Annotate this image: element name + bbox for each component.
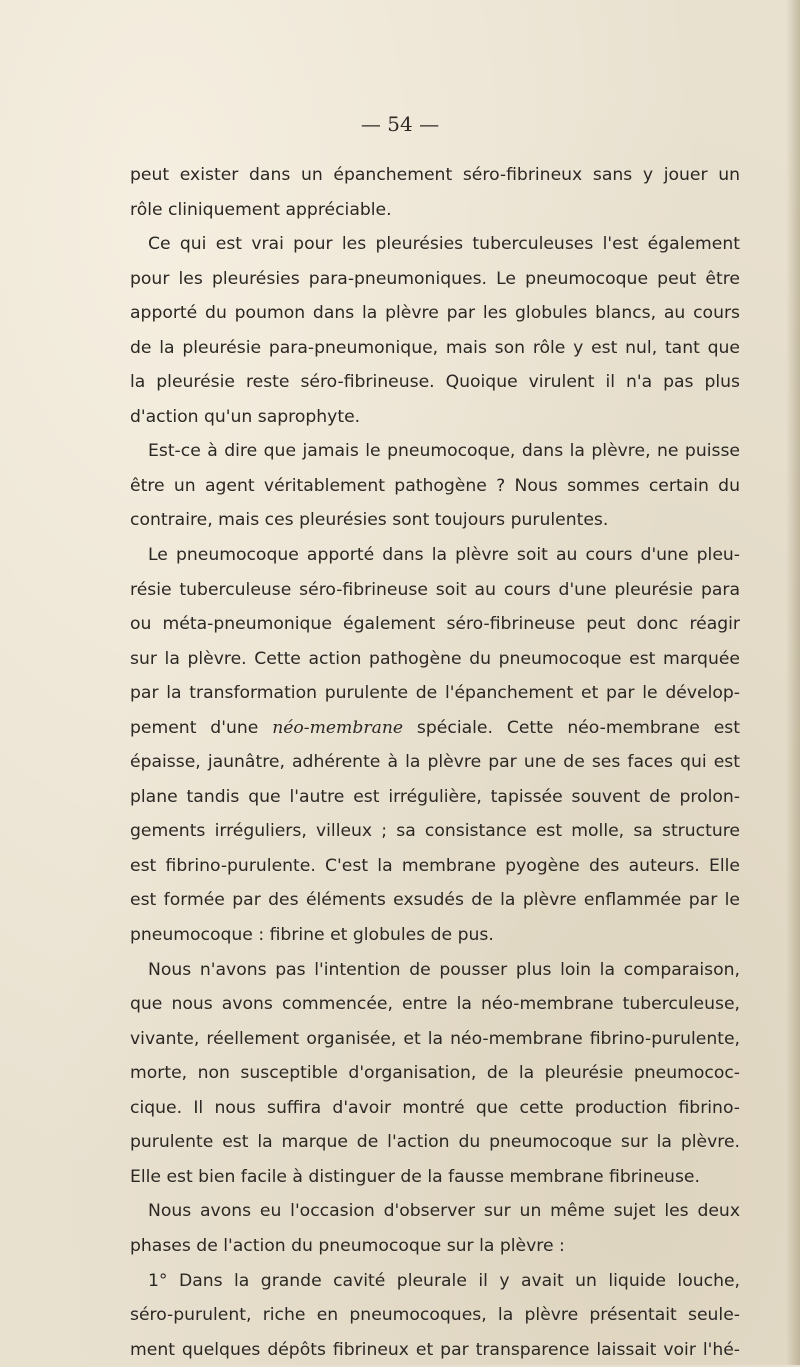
text-line: que nous avons commencée, entre la néo-membrane tuberculeuse, — [130, 994, 740, 1015]
text-line: purulente est la marque de l'action du pneumocoque sur la plèvre. — [130, 1132, 740, 1153]
text-line: pneumocoque : fibrine et globules de pus. — [130, 925, 494, 946]
text-line: peut exister dans un épanchement séro-fibrineux sans y jouer un — [130, 165, 740, 185]
text-line: la pleurésie reste séro-fibrineuse. Quoique virulent il n'a pas plus — [130, 372, 740, 393]
text-line: est formée par des éléments exsudés de la plèvre enflammée par le — [130, 890, 740, 911]
text-line: 1° Dans la grande cavité pleurale il y avait un liquide louche, — [148, 1270, 740, 1291]
text-line: sur la plèvre. Cette action pathogène du pneumocoque est marquée — [130, 648, 740, 669]
text-line: plane tandis que l'autre est irrégulière, tapissée souvent de prolon- — [130, 786, 740, 807]
text-line: d'action qu'un saprophyte. — [130, 406, 361, 427]
text-line: apporté du poumon dans la plèvre par les globules blancs, au cours — [130, 303, 740, 324]
text-line: phases de l'action du pneumocoque sur la plèvre : — [130, 1235, 565, 1256]
text-line: gements irréguliers, villeux ; sa consistance est molle, sa structure — [130, 821, 740, 842]
text-line: de la pleurésie para-pneumonique, mais son rôle y est nul, tant que — [130, 337, 740, 358]
text-line: séro-purulent, riche en pneumocoques, la plèvre présentait seule- — [130, 1305, 740, 1326]
text-line: Est-ce à dire que jamais le pneumocoque, dans la plèvre, ne puisse — [148, 441, 740, 462]
text-line: contraire, mais ces pleurésies sont toujours purulentes. — [130, 510, 609, 531]
text-line: ment quelques dépôts fibrineux et par transparence laissait voir l'hé- — [130, 1339, 740, 1360]
text-line: est fibrino-purulente. C'est la membrane pyogène des auteurs. Elle — [130, 855, 740, 876]
italic-term: néo-membrane — [272, 717, 404, 738]
text-line: par la transformation purulente de l'épanchement et par le dévelop- — [130, 683, 740, 704]
text-line: Nous n'avons pas l'intention de pousser plus loin la comparaison, — [148, 959, 740, 980]
text-line: pour les pleurésies para-pneumoniques. Le pneumocoque peut être — [130, 268, 740, 289]
text-line: Le pneumocoque apporté dans la plèvre soit au cours d'une pleu- — [148, 545, 740, 566]
text-line: épaisse, jaunâtre, adhérente à la plèvre par une de ses faces qui est — [130, 752, 740, 773]
text-line: rôle cliniquement appréciable. — [130, 199, 392, 220]
text-line: morte, non susceptible d'organisation, de la pleurésie pneumococ- — [130, 1063, 740, 1084]
text-line: ou méta-pneumonique également séro-fibrineuse peut donc réagir — [130, 614, 740, 635]
page-edge-shadow — [786, 0, 800, 1365]
text-segment: pement d'une — [130, 717, 273, 738]
text-line: Nous avons eu l'occasion d'observer sur un même sujet les deux — [148, 1201, 740, 1222]
text-line: vivante, réellement organisée, et la néo-membrane fibrino-purulente, — [130, 1028, 740, 1049]
text-line: être un agent véritablement pathogène ? Nous sommes certain du — [130, 475, 740, 496]
text-line: résie tuberculeuse séro-fibrineuse soit au cours d'une pleurésie para — [130, 579, 740, 600]
text-segment: spéciale. Cette néo-membrane est — [403, 717, 740, 738]
page-number: — 54 — — [360, 112, 440, 136]
text-line: Elle est bien facile à distinguer de la fausse membrane fibrineuse. — [130, 1166, 700, 1187]
text-line-with-italic — [130, 711, 740, 746]
text-line: cique. Il nous suffira d'avoir montré que cette production fibrino- — [130, 1097, 740, 1118]
text-line: Ce qui est vrai pour les pleurésies tuberculeuses l'est également — [148, 234, 740, 255]
body-text — [130, 158, 740, 1367]
